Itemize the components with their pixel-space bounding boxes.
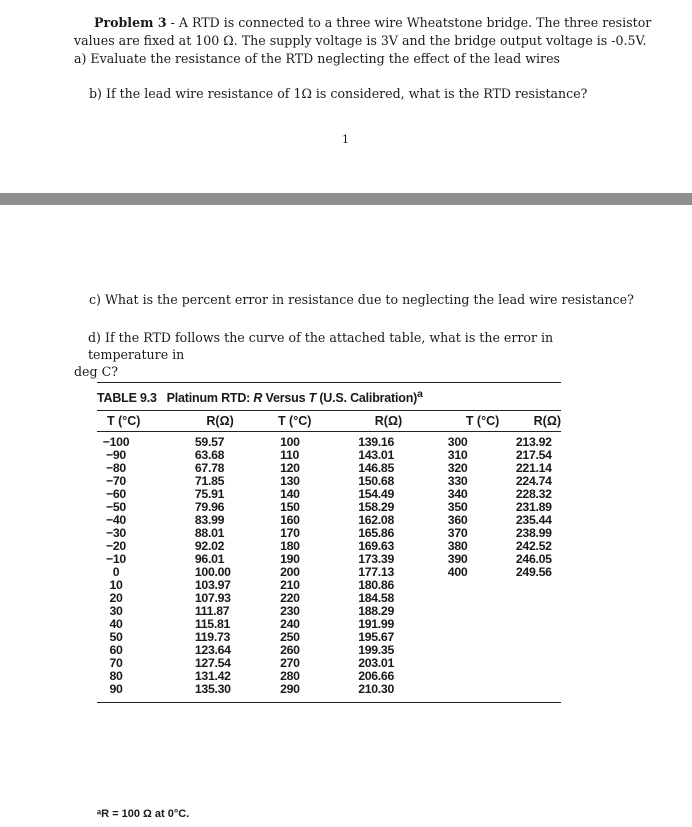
problem-line-2: values are fixed at 100 Ω. The supply voltage is 3V and the bridge output voltage is -0.5V. bbox=[74, 33, 647, 48]
table-cell: 270 bbox=[280, 656, 300, 671]
problem-line-3: a) Evaluate the resistance of the RTD neglecting the effect of the lead wires bbox=[74, 51, 560, 66]
table-cell: 199.35 bbox=[358, 643, 394, 658]
question-d-line-1: d) If the RTD follows the curve of the attached table, what is the error in temperature in bbox=[88, 330, 554, 362]
table-title: TABLE 9.3 Platinum RTD: R Versus T (U.S. Calibration)$^a$ bbox=[97, 389, 423, 406]
table-cell: 188.29 bbox=[358, 604, 394, 619]
table-cell: 143.01 bbox=[358, 448, 394, 463]
table-cell: 140 bbox=[280, 487, 300, 502]
table-cell: 59.57 bbox=[194, 435, 225, 450]
table-cell: 224.74 bbox=[515, 474, 552, 489]
table-cell: 115.81 bbox=[194, 617, 231, 632]
table-cell: 75.91 bbox=[194, 487, 225, 502]
table-cell: 221.14 bbox=[515, 461, 552, 476]
table-cell: 360 bbox=[447, 513, 468, 528]
table-cell: 250 bbox=[280, 630, 300, 645]
table-cell: 320 bbox=[447, 461, 468, 476]
table-cell: 67.78 bbox=[194, 461, 225, 476]
table-cell: 169.63 bbox=[358, 539, 394, 554]
table-cell: 280 bbox=[280, 669, 300, 684]
table-cell: 184.58 bbox=[358, 591, 394, 606]
table-cell: −60 bbox=[106, 487, 126, 502]
table-cell: 63.68 bbox=[194, 448, 225, 463]
table-cell: 260 bbox=[280, 643, 300, 658]
table-cell: −90 bbox=[106, 448, 126, 463]
table-body bbox=[97, 432, 561, 696]
table-cell: 231.89 bbox=[515, 500, 552, 515]
table-cell: 249.56 bbox=[515, 565, 552, 580]
table-cell: 228.32 bbox=[515, 487, 552, 502]
table-cell: −100 bbox=[102, 435, 130, 450]
table-cell: 220 bbox=[280, 591, 300, 606]
table-cell: 127.54 bbox=[194, 656, 231, 671]
table-cell: −40 bbox=[106, 513, 126, 528]
table-cell: 139.16 bbox=[358, 435, 394, 450]
table-cell: 290 bbox=[280, 682, 300, 697]
table-cell: 88.01 bbox=[194, 526, 225, 541]
table-cell: 150 bbox=[280, 500, 300, 515]
table-cell: 195.67 bbox=[358, 630, 394, 645]
table-cell: 123.64 bbox=[194, 643, 231, 658]
table-cell: 146.85 bbox=[358, 461, 394, 476]
table-cell: −70 bbox=[106, 474, 126, 489]
table-cell: 217.54 bbox=[515, 448, 552, 463]
column-t-3 bbox=[436, 436, 484, 696]
problem-label: Problem 3 bbox=[94, 15, 167, 30]
table-cell: 203.01 bbox=[358, 656, 394, 671]
table-cell: 30 bbox=[109, 604, 123, 619]
page-divider bbox=[0, 193, 692, 205]
header-r-2: R(Ω) bbox=[374, 414, 403, 429]
table-cell: 180 bbox=[280, 539, 300, 554]
header-t-1: T (°C) bbox=[107, 414, 141, 429]
header-r-3: R(Ω) bbox=[533, 414, 561, 429]
table-cell: 120 bbox=[280, 461, 300, 476]
table-cell: 400 bbox=[447, 565, 468, 580]
table-cell: 213.92 bbox=[515, 435, 552, 450]
table-cell: 380 bbox=[447, 539, 468, 554]
table-cell: 110 bbox=[280, 448, 300, 463]
table-cell: 191.99 bbox=[358, 617, 394, 632]
table-cell: 180.86 bbox=[358, 578, 394, 593]
question-d-line-2: deg C? bbox=[74, 364, 118, 379]
column-t-2 bbox=[276, 436, 316, 696]
table-cell: 158.29 bbox=[358, 500, 394, 515]
table-cell: 10 bbox=[109, 578, 123, 593]
table-cell: −10 bbox=[106, 552, 126, 567]
table-cell: 162.08 bbox=[358, 513, 394, 528]
table-cell: 170 bbox=[280, 526, 300, 541]
table-cell: 154.49 bbox=[358, 487, 394, 502]
table-cell: 90 bbox=[109, 682, 123, 697]
table-cell: 131.42 bbox=[194, 669, 231, 684]
problem-statement bbox=[74, 14, 652, 68]
header-t-3: T (°C) bbox=[465, 414, 500, 429]
table-cell: 135.30 bbox=[194, 682, 231, 697]
table-cell: −50 bbox=[106, 500, 126, 515]
table-cell: 235.44 bbox=[515, 513, 552, 528]
table-cell: 206.66 bbox=[358, 669, 394, 684]
table-cell: 240 bbox=[280, 617, 300, 632]
table-cell: 80 bbox=[109, 669, 123, 684]
table-cell: −30 bbox=[106, 526, 126, 541]
table-cell: 130 bbox=[280, 474, 300, 489]
page-number: 1 bbox=[342, 133, 349, 146]
table-cell: 60 bbox=[109, 643, 123, 658]
table-cell: 310 bbox=[447, 448, 468, 463]
table-cell: 96.01 bbox=[194, 552, 225, 567]
table-cell: 79.96 bbox=[194, 500, 225, 515]
header-r-1: R(Ω) bbox=[206, 414, 234, 429]
table-cell: 100 bbox=[280, 435, 300, 450]
table-cell: 210 bbox=[280, 578, 300, 593]
table-cell: 83.99 bbox=[194, 513, 225, 528]
table-cell: 50 bbox=[109, 630, 123, 645]
question-d bbox=[74, 329, 634, 380]
table-cell: 20 bbox=[109, 591, 123, 606]
table-cell: 350 bbox=[447, 500, 468, 515]
table-cell: 246.05 bbox=[515, 552, 552, 567]
table-cell: 173.39 bbox=[358, 552, 394, 567]
problem-line-1: Problem 3 - A RTD is connected to a three wire Wheatstone bridge. The three resistor bbox=[94, 15, 652, 30]
question-b: b) If the lead wire resistance of 1Ω is considered, what is the RTD resistance? bbox=[89, 86, 588, 101]
table-bottom-rule bbox=[97, 702, 561, 703]
table-cell: 111.87 bbox=[194, 604, 230, 619]
table-cell: −20 bbox=[106, 539, 126, 554]
table-cell: 330 bbox=[447, 474, 468, 489]
table-cell: 370 bbox=[447, 526, 468, 541]
table-header bbox=[97, 411, 561, 431]
table-cell: 165.86 bbox=[358, 526, 394, 541]
table-cell: −80 bbox=[106, 461, 126, 476]
table-cell: 300 bbox=[447, 435, 468, 450]
table-cell: 150.68 bbox=[358, 474, 394, 489]
table-cell: 210.30 bbox=[358, 682, 394, 697]
table-cell: 230 bbox=[280, 604, 300, 619]
column-r-1 bbox=[139, 436, 276, 696]
table-cell: 190 bbox=[280, 552, 300, 567]
table-cell: 71.85 bbox=[194, 474, 225, 489]
table-cell: 238.99 bbox=[515, 526, 552, 541]
table-cell: 100.00 bbox=[194, 565, 231, 580]
table-cell: 0 bbox=[112, 565, 120, 580]
header-t-2: T (°C) bbox=[277, 414, 312, 429]
rtd-table bbox=[97, 382, 561, 703]
table-cell: 390 bbox=[447, 552, 468, 567]
table-cell: 340 bbox=[447, 487, 468, 502]
table-cell: 200 bbox=[280, 565, 300, 580]
question-c: c) What is the percent error in resistance due to neglecting the lead wire resistance? bbox=[89, 292, 634, 307]
table-cell: 92.02 bbox=[194, 539, 225, 554]
column-t-1 bbox=[97, 436, 139, 696]
table-cell: 103.97 bbox=[194, 578, 231, 593]
table-cell: 107.93 bbox=[194, 591, 231, 606]
table-cell: 242.52 bbox=[515, 539, 552, 554]
table-cell: 177.13 bbox=[358, 565, 394, 580]
table-cell: 70 bbox=[109, 656, 123, 671]
column-r-3 bbox=[484, 436, 561, 696]
table-footnote: ᵃR = 100 Ω at 0°C. bbox=[97, 808, 190, 820]
table-cell: 40 bbox=[109, 617, 123, 632]
table-cell: 119.73 bbox=[194, 630, 231, 645]
column-r-2 bbox=[316, 436, 436, 696]
table-cell: 160 bbox=[280, 513, 300, 528]
